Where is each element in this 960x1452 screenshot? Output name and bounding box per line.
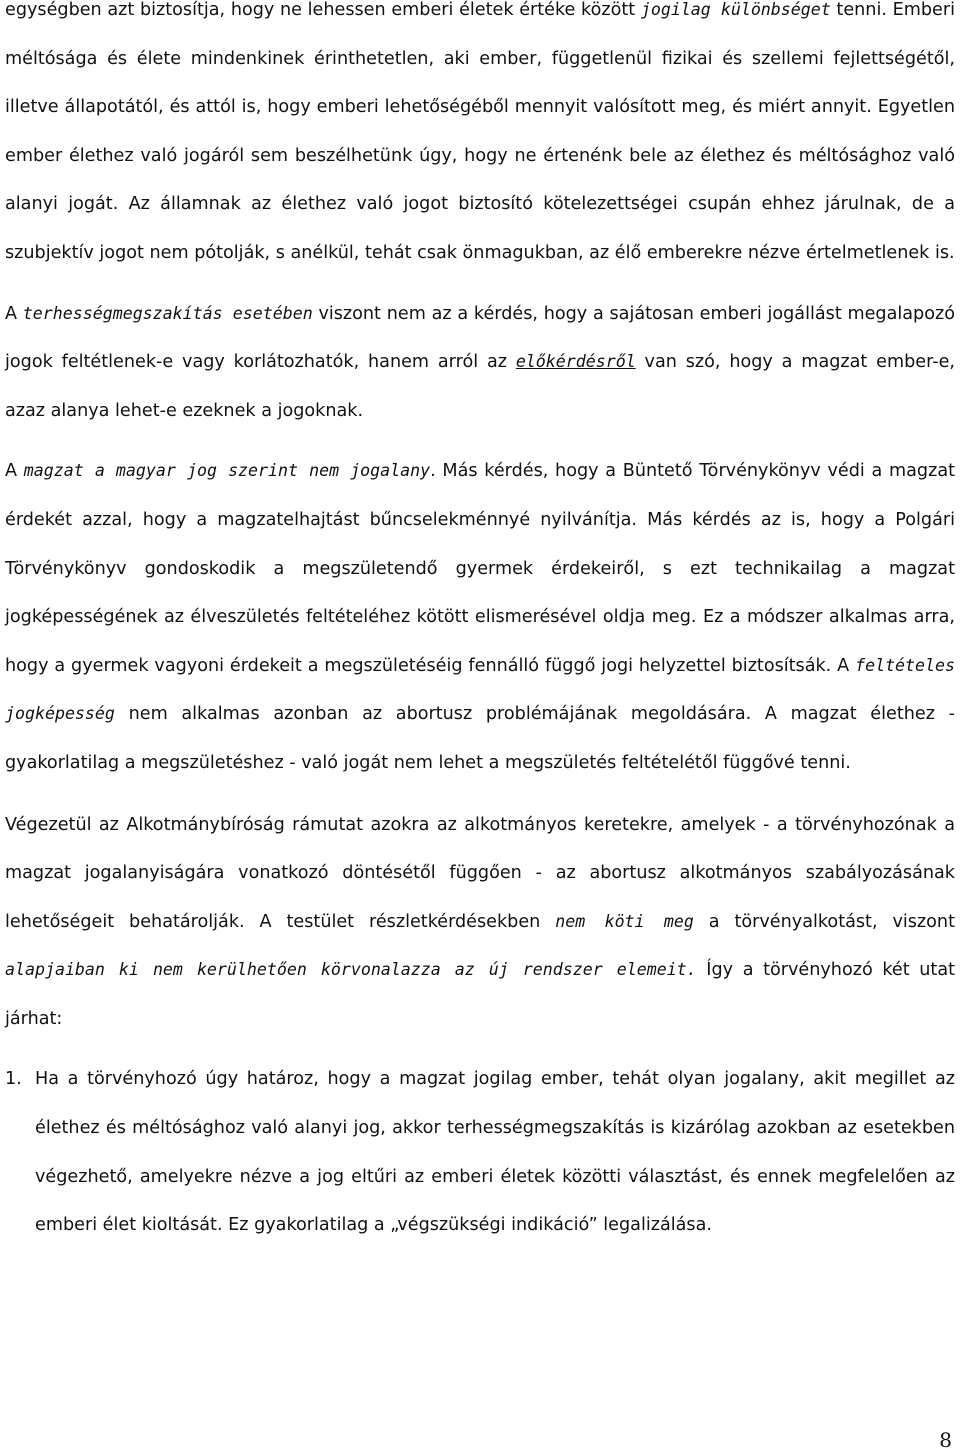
paragraph-3-italic-felteteles-jogkepesseg: feltételes jogképesség [5,655,955,724]
numbered-list [5,1055,955,1249]
paragraph-4 [5,801,955,1044]
paragraph-4-text-e: Így a törvényhozó két utat járhat: [5,960,955,1029]
paragraph-3-text-c: . Más kérdés, hogy a Büntető Törvénykönyv védi a magzat érdekét azzal, hogy a magzatelhajtást bűncselekménnyé nyilvánítja. Más kérdés az is, hogy a Polgári Törvénykönyv gondoskodik a megszületendő gyermek érdekeiről, s ezt technikailag a magzat jogképességének az élveszületés feltételéhez kötött elismerésével oldja meg. Ez a módszer alkalmas arra, hogy a gyermek vagyoni érdekeit a megszületéséig fennálló függő jogi helyzettel biztosítsák. A [5,461,955,676]
list-item [5,1055,955,1249]
paragraph-1-text-c: tenni. Emberi méltósága és élete mindenkinek érinthetetlen, aki ember, függetlenül fizikai és szellemi fejlettségétől, illetve állapotától, és attól is, hogy emberi lehetőségéből mennyit valósított meg, és miért annyit. Egyetlen ember élethez való jogáról sem beszélhetünk úgy, hogy ne értenénk bele az élethez és méltósághoz való alanyi jogát. Az államnak az élethez való jogot biztosító kötelezettségei csupán ehhez járulnak, de a szubjektív jogot nem pótolják, s anélkül, tehát csak önmagukban, az élő emberekre nézve értelmetlenek is. [5,0,955,263]
paragraph-3-text-a: A [5,461,24,482]
paragraph-2-italic-elokerdesrol: előkérdésről [515,352,636,372]
list-item-number: 1. [5,1069,22,1090]
list-item-text: Ha a törvényhozó úgy határoz, hogy a magzat jogilag ember, tehát olyan jogalany, akit megillet az élethez és méltósághoz való alanyi jog, akkor terhességmegszakítás is kizárólag azokban az esetekben végezhető, amelyekre nézve a jog eltűri az emberi életek közötti választást, és ennek megfelelően az emberi élet kioltását. Ez gyakorlatilag a „végszükségi indikáció” legalizálása. [35,1069,955,1236]
paragraph-1-text-a: egységben azt biztosítja, hogy ne lehessen emberi életek értéke között [5,0,641,20]
paragraph-3 [5,447,955,787]
page-number: 8 [939,1428,952,1452]
paragraph-3-italic-magzat: magzat a magyar jog szerint nem jogalany [23,461,431,481]
paragraph-2-text-c: viszont nem az a kérdés, hogy a sajátosan emberi jogállást megalapozó jogok feltétlenek-e vagy korlátozhatók, hanem arról az [5,303,955,373]
paragraph-1 [5,0,955,278]
paragraph-4-italic-alapjaiban: alapjaiban ki nem kerülhetően körvonalazza az új rendszer elemeit. [5,960,697,980]
paragraph-2-text-a: A [5,303,23,324]
paragraph-1-italic-jogilag: jogilag különbséget [640,0,831,19]
paragraph-4-text-a: Végezetül az Alkotmánybíróság rámutat azokra az alkotmányos keretekre, amelyek - a törvényhozónak a magzat jogalanyiságára vonatkozó döntésétől függően - az abortusz alkotmányos szabályozásának lehetőségeit behatárolják. A testület részletkérdésekben [5,814,955,932]
paragraph-4-text-c: a törvényalkotást, viszont [693,911,955,932]
paragraph-2-text-e: van szó, hogy a magzat ember-e, azaz alanya lehet-e ezeknek a jogoknak. [5,352,955,421]
paragraph-2 [5,290,955,436]
paragraph-2-italic-terhessegmegszakitas: terhességmegszakítás esetében [22,303,313,323]
paragraph-4-italic-nem-koti-meg: nem köti meg [555,911,694,931]
paragraph-3-text-e: nem alkalmas azonban az abortusz problémájának megoldására. A magzat élethez - gyakorlatilag a megszületéshez - való jogát nem lehet a megszületés feltételétől függővé tenni. [5,704,955,773]
document-page [5,0,955,1250]
